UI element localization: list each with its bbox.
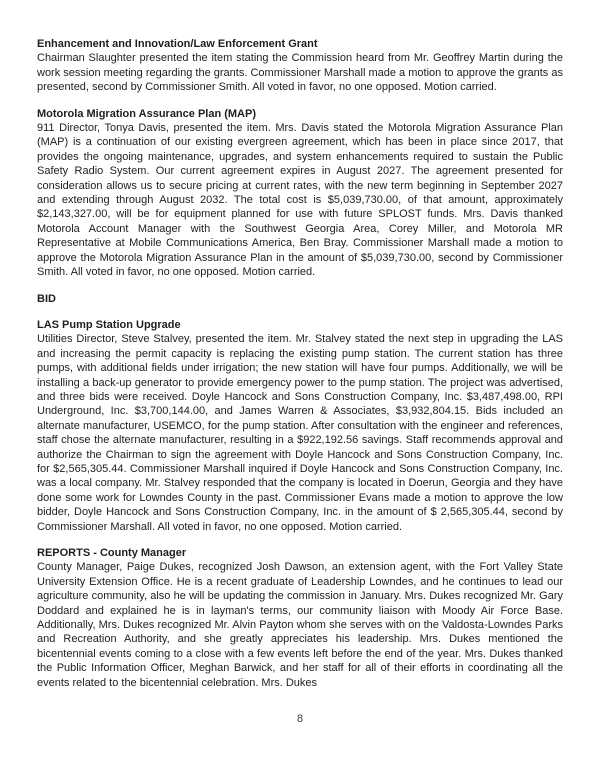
section-las-pump-station-upgrade <box>37 318 563 534</box>
section-reports-county-manager <box>37 546 563 690</box>
section-body: County Manager, Paige Dukes, recognized Josh Dawson, an extension agent, with the Fort Valley State University Extension Office. He is a recent graduate of Leadership Lowndes, and he continues to lead our agriculture community, also he will be updating the commission in January. Mrs. Dukes recognized Mr. Gary Doddard and explained he is in layman's terms, our community liaison with Moody Air Force Base. Additionally, Mrs. Dukes recognized Mr. Alvin Payton whom she serves with on the Valdosta-Lowndes Parks and Recreation Authority, and she greatly appreciates his leadership. Mrs. Dukes mentioned the bicentennial events coming to a close with a few events left before the end of the year. Mrs. Dukes thanked the Public Information Officer, Meghan Barwick, and her staff for all of their efforts in coordinating all the events related to the bicentennial celebration. Mrs. Dukes <box>37 561 563 689</box>
section-body: Chairman Slaughter presented the item stating the Commission heard from Mr. Geoffrey Martin during the work session meeting regarding the grants. Commissioner Marshall made a motion to approve the grants as presented, second by Commissioner Smith. All voted in favor, no one opposed. Motion carried. <box>37 52 563 94</box>
section-bid <box>37 292 563 306</box>
section-body: Utilities Director, Steve Stalvey, presented the item. Mr. Stalvey stated the next step in upgrading the LAS and increasing the permit capacity is replacing the existing pump station. The current station has three pumps, with additional fields under irrigation; the new station will have four pumps. Additionally, we will be installing a back-up generator to provide emergency power to the pump station. The project was advertised, and three bids were received. Doyle Hancock and Sons Construction Company, Inc. $3,487,498.00, RPI Underground, Inc. $3,700,144.00, and James Warren & Associates, $3,932,804.15. Bids included an alternate manufacturer, USEMCO, for the pump station. After consultation with the engineer and references, staff chose the alternate manufacturer, resulting in a $922,192.56 savings. Staff recommends approval and authorize the Chairman to sign the agreement with Doyle Hancock and Sons Construction Company, Inc. for $2,565,305.44. Commissioner Marshall inquired if Doyle Hancock and Sons Construction Company, Inc. was a local company. Mr. Stalvey responded that the company is located in Doerun, Georgia and they have done some work for Lowndes County in the past. Commissioner Evans made a motion to approve the low bidder, Doyle Hancock and Sons Construction Company, Inc. in the amount of $ 2,565,305.44, second by Commissioner Marshall. All voted in favor, no one opposed. Motion carried. <box>37 333 563 533</box>
section-motorola-map <box>37 107 563 280</box>
section-enhancement-innovation-grant <box>37 37 563 95</box>
page-number: 8 <box>296 713 304 725</box>
section-heading: Enhancement and Innovation/Law Enforcement Grant <box>37 38 318 50</box>
section-heading: REPORTS - County Manager <box>37 547 187 559</box>
section-heading: LAS Pump Station Upgrade <box>37 318 181 331</box>
section-heading: BID <box>37 292 56 305</box>
section-heading: Motorola Migration Assurance Plan (MAP) <box>37 107 257 120</box>
section-body: 911 Director, Tonya Davis, presented the item. Mrs. Davis stated the Motorola Migration Assurance Plan (MAP) is a continuation of our existing evergreen agreement, which has been in place since 2017, that provides the ongoing maintenance, upgrades, and system enhancements required to sustain the Public Safety Radio System. Our current agreement expires in August 2027. The agreement presented for consideration allows us to secure pricing at current rates, with the new term beginning in September 2027 and extending through August 2032. The total cost is $5,039,730.00, of that amount, approximately $2,143,327.00, will be for equipment planned for use with future SPLOST funds. Mrs. Davis thanked Motorola Account Manager with the Southwest Georgia Area, Corey Miller, and Motorola MR Representative at Mobile Communications America, Ben Bray. Commissioner Marshall made a motion to approve the Motorola Migration Assurance Plan in the amount of $5,039,730.00, second by Commissioner Smith. All voted in favor, no one opposed. Motion carried. <box>37 122 563 279</box>
